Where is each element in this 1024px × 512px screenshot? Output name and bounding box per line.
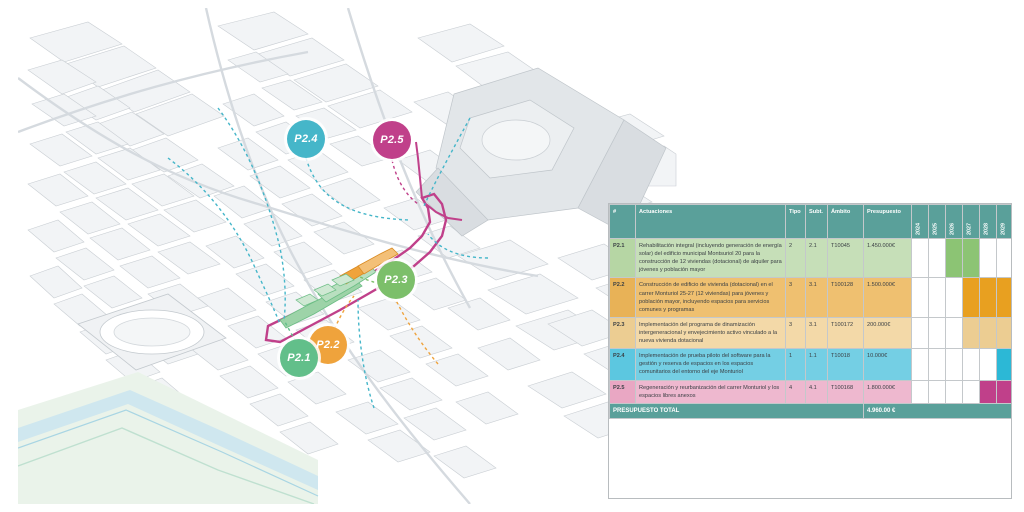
row-subt: 1.1 [806,349,828,380]
row-ambito: T100168 [828,380,864,403]
row-description: Rehabilitación integral (incluyendo generación de energía solar) del edificio municipal Montsuriol 20 para la construcción de 12 viviendas (dotacional) de alquiler para jóvenes y población mayor [636,239,786,278]
th-year-2028: 2028 [980,205,997,239]
row-description: Implementación del programa de dinamización intergeneracional y envejecimiento activo vinculado a la nueva vivienda dotacional [636,317,786,348]
th-num: # [610,205,636,239]
marker-label: P2.2 [316,339,340,351]
marker-label: P2.5 [380,134,404,146]
gantt-bar [983,281,993,291]
gantt-bar [1000,281,1010,291]
row-code: P2.2 [610,278,636,317]
row-presupuesto: 10.000€ [864,349,912,380]
map-marker-p21[interactable] [280,339,318,377]
row-code: P2.1 [610,239,636,278]
row-year-cell-2025 [929,349,946,380]
row-subt: 2.1 [806,239,828,278]
actions-budget-panel [608,203,1012,499]
gantt-bar [1000,352,1010,362]
row-year-cell-2027 [963,278,980,317]
row-ambito: T10045 [828,239,864,278]
row-tipo: 3 [786,278,806,317]
table-row[interactable] [610,380,1013,403]
gantt-bar [949,242,959,252]
footer-total: 4.960.00 € [864,403,1013,419]
row-year-cell-2025 [929,278,946,317]
row-tipo: 4 [786,380,806,403]
row-year-cell-2028 [980,317,997,348]
th-actuaciones: Actuaciones [636,205,786,239]
row-subt: 4.1 [806,380,828,403]
row-ambito: T100128 [828,278,864,317]
table-row[interactable] [610,278,1013,317]
th-year-2027: 2027 [963,205,980,239]
row-year-cell-2025 [929,239,946,278]
th-year-2024: 2024 [912,205,929,239]
row-ambito: T100172 [828,317,864,348]
row-year-cell-2024 [912,317,929,348]
row-presupuesto: 1.450.000€ [864,239,912,278]
gantt-bar [983,384,993,394]
row-year-cell-2028 [980,278,997,317]
table-row[interactable] [610,239,1013,278]
row-description: Implementación de prueba piloto del software para la gestión y reserva de espacios en los espacios comunitarios del entorno del eje Monturiol [636,349,786,380]
table-row[interactable] [610,349,1013,380]
row-year-cell-2024 [912,380,929,403]
row-presupuesto: 200.000€ [864,317,912,348]
row-year-cell-2028 [980,239,997,278]
th-year-2025: 2025 [929,205,946,239]
row-year-cell-2029 [997,278,1013,317]
row-tipo: 3 [786,317,806,348]
th-tipo: Tipo [786,205,806,239]
table-body [610,239,1013,404]
row-year-cell-2024 [912,349,929,380]
map-marker-p24[interactable] [287,120,325,158]
row-year-cell-2028 [980,380,997,403]
map-drawing [18,8,678,504]
th-presupuesto: Presupuesto [864,205,912,239]
marker-label: P2.1 [287,352,311,364]
footer-label: PRESUPUESTO TOTAL [610,403,864,419]
table-row[interactable] [610,317,1013,348]
row-year-cell-2029 [997,317,1013,348]
row-year-cell-2029 [997,239,1013,278]
row-year-cell-2029 [997,380,1013,403]
row-code: P2.4 [610,349,636,380]
gantt-bar [966,281,976,291]
row-subt: 3.1 [806,278,828,317]
gantt-bar [1000,321,1010,331]
gantt-bar [983,321,993,331]
map-marker-p25[interactable] [373,121,411,159]
th-ambito: Ámbito [828,205,864,239]
row-year-cell-2024 [912,278,929,317]
row-year-cell-2027 [963,380,980,403]
gantt-bar [1000,384,1010,394]
row-ambito: T10018 [828,349,864,380]
row-year-cell-2026 [946,349,963,380]
th-year-2026: 2026 [946,205,963,239]
table-header-row [610,205,1013,239]
row-description: Construcción de edificio de vivienda (dotacional) en el carrer Monturiol 25-27 (12 viviendas) para jóvenes y población mayor, incluyendo espacios para servicios comunes y programas [636,278,786,317]
row-year-cell-2029 [997,349,1013,380]
row-presupuesto: 1.800.000€ [864,380,912,403]
row-description: Regeneración y reurbanización del carrer Monturiol y los espacios libres anexos [636,380,786,403]
row-code: P2.3 [610,317,636,348]
gantt-bar [966,242,976,252]
th-year-2029: 2029 [997,205,1013,239]
row-year-cell-2026 [946,239,963,278]
row-year-cell-2026 [946,317,963,348]
row-year-cell-2024 [912,239,929,278]
table-footer [610,403,1013,419]
gantt-bar [966,321,976,331]
marker-label: P2.3 [384,274,408,286]
row-year-cell-2026 [946,278,963,317]
th-subt: Subt. [806,205,828,239]
row-year-cell-2028 [980,349,997,380]
row-year-cell-2026 [946,380,963,403]
marker-label: P2.4 [294,133,318,145]
row-subt: 3.1 [806,317,828,348]
axonometric-city-map [18,8,678,504]
map-marker-p23[interactable] [377,261,415,299]
row-code: P2.5 [610,380,636,403]
row-tipo: 2 [786,239,806,278]
actions-table [609,204,1012,419]
row-year-cell-2025 [929,380,946,403]
row-year-cell-2025 [929,317,946,348]
row-year-cell-2027 [963,239,980,278]
row-year-cell-2027 [963,349,980,380]
row-year-cell-2027 [963,317,980,348]
row-tipo: 1 [786,349,806,380]
row-presupuesto: 1.500.000€ [864,278,912,317]
